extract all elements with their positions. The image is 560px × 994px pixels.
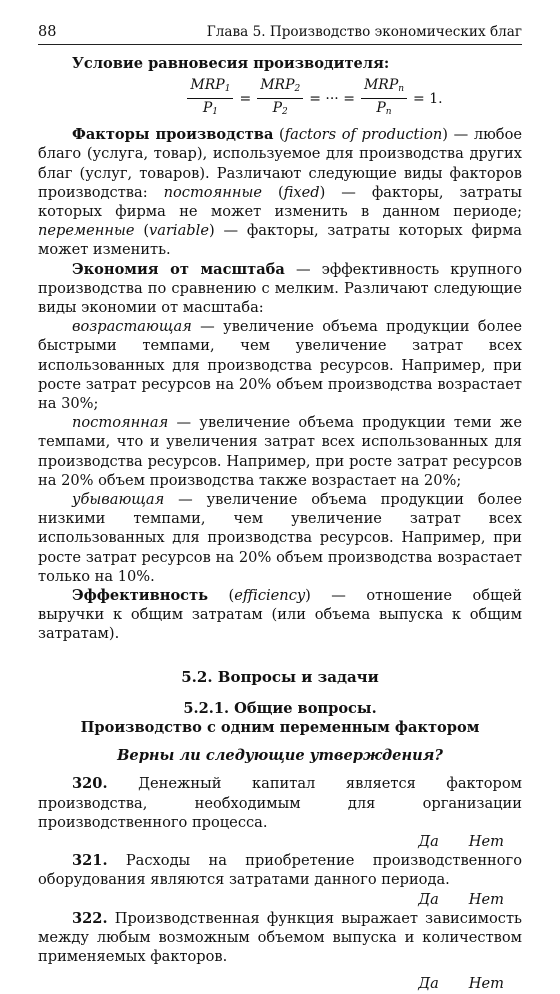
answer-options bbox=[38, 890, 522, 909]
answer-yes[interactable]: Да bbox=[418, 975, 439, 993]
fraction-2: $\frac{MRP_2}{P_2}$ bbox=[257, 77, 303, 121]
subsection-title: 5.2.1. Общие вопросы. Производство с одним переменным фактором bbox=[80, 699, 480, 736]
running-header bbox=[38, 24, 522, 45]
fraction-1: $\frac{MRP_1}{P_1}$ bbox=[187, 77, 233, 121]
factors-paragraph: Факторы производства (factors of production) — любое благо (услуга, товар), используемое для производства других благ (услуг, товаров). Различают следующие виды факторов производства: постоянные (fixed) — факторы, затраты которых фирма не может изменить в данном периоде; переменные (variable) — факторы, затраты которых фирма может изменить. bbox=[38, 126, 522, 259]
answer-no[interactable]: Нет bbox=[468, 832, 504, 850]
answer-options bbox=[38, 832, 522, 851]
answer-no[interactable]: Нет bbox=[468, 975, 504, 993]
equilibrium-heading: Условие равновесия производителя: bbox=[72, 55, 390, 72]
section-title: 5.2. Вопросы и задачи bbox=[181, 667, 379, 686]
scale-increasing: возрастающая — увеличение объема продукции более быстрыми темпами, чем увеличение затрат всех использованных для производства ресурсов. Например, при росте затрат ресурсов на 20% объем производства возрастает на 30%; bbox=[38, 318, 522, 413]
scale-paragraph: Экономия от масштаба — эффективность крупного производства по сравнению с мелким. Различают следующие виды экономии от масштаба: bbox=[38, 260, 522, 317]
question-322: 322. Производственная функция выражает зависимость между любым возможным объемом выпуска и количеством применяемых факторов. Да Нет bbox=[38, 909, 522, 993]
efficiency-paragraph: Эффективность (efficiency) — отношение общей выручки к общим затратам (или объема выпуска к общим затратам). bbox=[38, 587, 522, 643]
chapter-title: Глава 5. Производство экономических благ bbox=[206, 24, 522, 40]
scale-constant: постоянная — увеличение объема продукции теми же темпами, что и увеличения затрат всех использованных для производства ресурсов. Например, при росте затрат ресурсов на 20% объем производства также возрастает на 20%; bbox=[38, 414, 522, 489]
answer-yes[interactable]: Да bbox=[418, 832, 439, 850]
answer-options bbox=[38, 974, 522, 993]
question-heading: Верны ли следующие утверждения? bbox=[117, 747, 443, 765]
question-320: 320. Денежный капитал является фактором производства, необходимым для организации производственного процесса. Да Нет bbox=[38, 775, 522, 850]
answer-yes[interactable]: Да bbox=[418, 890, 439, 908]
question-321: 321. Расходы на приобретение производственного оборудования являются затратами данного периода. Да Нет bbox=[38, 852, 522, 908]
fraction-n: $\frac{MRP_n}{P_n}$ bbox=[361, 77, 407, 121]
page-number: 88 bbox=[38, 24, 57, 40]
answer-no[interactable]: Нет bbox=[468, 890, 504, 908]
equilibrium-formula: $\frac{MRP_1}{P_1}$ = $\frac{MRP_2}{P_2}$ = ··· = $\frac{MRP_n}{P_n}$ = 1. bbox=[108, 77, 522, 121]
scale-decreasing: убывающая — увеличение объема продукции более низкими темпами, чем увеличение затрат всех использованных для производства ресурсов. Например, при росте затрат ресурсов на 20% объем производства возрастает только на 10%. bbox=[38, 491, 522, 585]
book-page bbox=[38, 24, 522, 994]
